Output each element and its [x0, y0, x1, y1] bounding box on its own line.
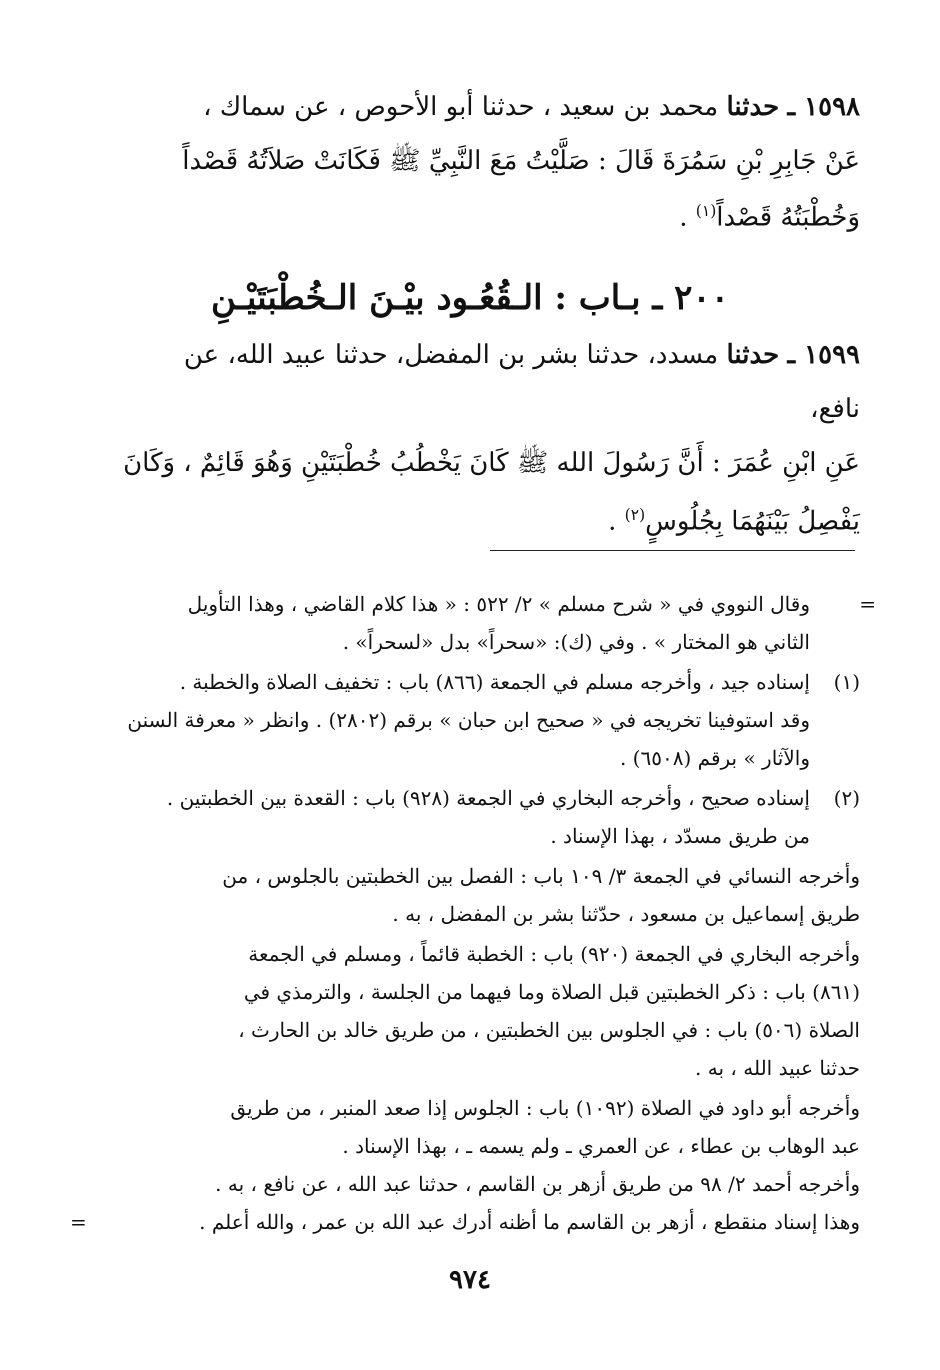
footnote-2-line11: وأخرجه أحمد ٢/ ٩٨ من طريق أزهر بن القاسم ، حدثنا عبد الله ، عن نافع ، به . — [215, 1172, 860, 1196]
matn-text: يَفْصِلُ بَيْنَهُمَا بِجُلُوسٍ — [645, 506, 860, 537]
footnote-2-line4: طريق إسماعيل بن مسعود ، حدّثنا بشر بن المفضل ، به . — [392, 902, 860, 926]
footnote-2-line8: حدثنا عبيد الله ، به . — [695, 1056, 860, 1080]
hadith-1598-chain — [80, 82, 860, 132]
footnote-2-line12: وهذا إسناد منقطع ، أزهر بن القاسم ما أظنه أدرك عبد الله بن عمر ، والله أعلم . — [199, 1210, 860, 1234]
footnote-2-line6: (٨٦١) باب : ذكر الخطبتين قبل الصلاة وما فيهما من الجلسة ، والترمذي في — [243, 980, 860, 1004]
footnote-cont-line2: الثاني هو المختار » . وفي (ك): «سحراً» بدل «لسحراً» . — [342, 630, 810, 654]
matn-text: وَخُطْبَتُهُ قَصْداً — [716, 202, 860, 233]
footnote-1-line1: إسناده جيد ، وأخرجه مسلم في الجمعة (٨٦٦) باب : تخفيف الصلاة والخطبة . — [179, 670, 810, 694]
hadith-1599-matn-line1: عَنِ ابْنِ عُمَرَ : أَنَّ رَسُولَ الله ﷺ كَانَ يَخْطُبُ خُطْبَتَيْنِ وَهُوَ قَائِمٌ ، وَكَانَ — [123, 448, 860, 478]
chain-text: مسدد، حدثنا بشر بن المفضل، حدثنا عبيد الله، عن — [183, 340, 727, 370]
hadith-1598-matn-line2 — [80, 186, 860, 243]
footnote-ref[interactable]: (١) — [695, 202, 717, 220]
hadith-1599-chain — [80, 330, 860, 380]
footnote-2-line3: وأخرجه النسائي في الجمعة ٣/ ١٠٩ باب : الفصل بين الخطبتين بالجلوس ، من — [222, 864, 860, 888]
continuation-mark: = — [859, 592, 876, 616]
page-number: ٩٧٤ — [449, 1265, 491, 1295]
hadith-number: ١٥٩٨ ـ — [787, 92, 860, 122]
footnote-1-line3: والآثار » برقم (٦٥٠٨) . — [619, 746, 810, 770]
footnote-cont-line1: وقال النووي في « شرح مسلم » ٢/ ٥٢٢ : « هذا كلام القاضي ، وهذا التأويل — [187, 592, 810, 616]
chapter-title: ٢٠٠ ـ بـاب : الـقُعُـود بيْـنَ الـخُطْبَتَيْـنِ — [211, 278, 729, 318]
hadith-1599-matn-line2 — [80, 490, 860, 547]
footnote-2-line10: عبد الوهاب بن عطاء ، عن العمري ـ ولم يسمه ـ ، بهذا الإسناد . — [342, 1134, 860, 1158]
hadith-1598-matn-line1: عَنْ جَابِرِ بْنِ سَمُرَةَ قَالَ : صَلَّيْتُ مَعَ النَّبِيِّ ﷺ فَكَانَتْ صَلاَتُهُ قَصْداً — [182, 146, 860, 176]
hadith-number: ١٥٩٩ ـ — [787, 340, 860, 370]
hadith-1599-chain-line2: نافع، — [810, 394, 860, 424]
footnote-2-line7: الصلاة (٥٠٦) باب : في الجلوس بين الخطبتين ، من طريق خالد بن الحارث ، — [238, 1018, 860, 1042]
footnote-2-label: (٢) — [833, 786, 860, 810]
footnote-ref[interactable]: (٢) — [624, 506, 646, 524]
footnote-divider — [490, 550, 855, 551]
footnote-2-line5: وأخرجه البخاري في الجمعة (٩٢٠) باب : الخطبة قائماً ، ومسلم في الجمعة — [248, 942, 860, 966]
footnote-2-line9: وأخرجه أبو داود في الصلاة (١٠٩٢) باب : الجلوس إذا صعد المنبر ، من طريق — [230, 1096, 860, 1120]
footnote-2-line2: من طريق مسدّد ، بهذا الإسناد . — [550, 824, 810, 848]
chain-lead: حدثنا — [726, 340, 780, 370]
matn-end: . — [608, 506, 625, 537]
footnote-1-label: (١) — [833, 670, 860, 694]
footnote-2-line1: إسناده صحيح ، وأخرجه البخاري في الجمعة (٩٢٨) باب : القعدة بين الخطبتين . — [166, 786, 810, 810]
matn-end: . — [679, 202, 696, 233]
chain-text: محمد بن سعيد ، حدثنا أبو الأحوص ، عن سماك ، — [203, 92, 727, 122]
end-continuation-mark: = — [70, 1210, 87, 1234]
footnote-1-line2: وقد استوفينا تخريجه في « صحيح ابن حبان » برقم (٢٨٠٢) . وانظر « معرفة السنن — [127, 708, 810, 732]
chain-lead: حدثنا — [726, 92, 780, 122]
